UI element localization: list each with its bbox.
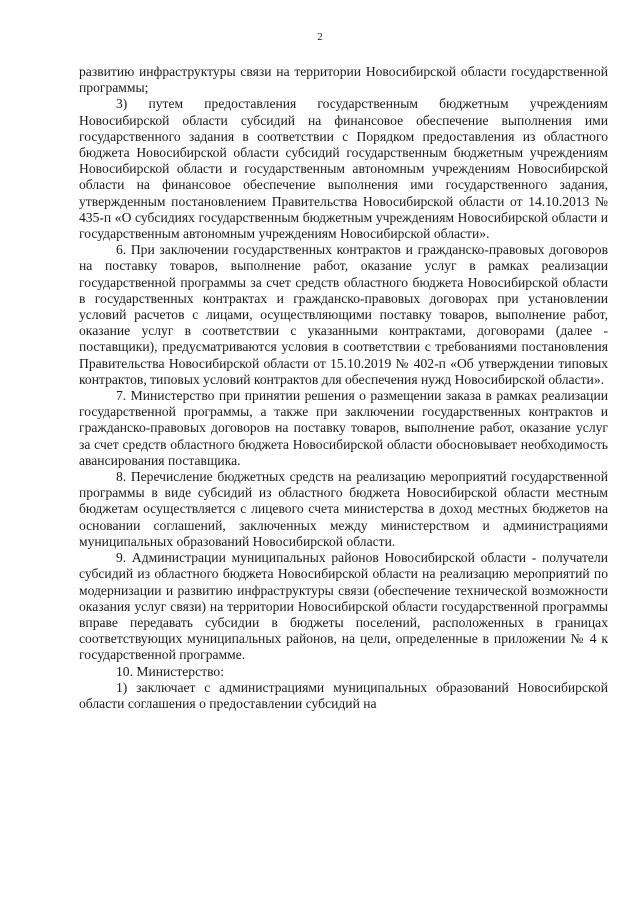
paragraph-section-10-item-1: 1) заключает с администрациями муниципальных образований Новосибирской области соглашения о предоставлении субсидий на — [79, 679, 608, 711]
paragraph-section-8: 8. Перечисление бюджетных средств на реализацию мероприятий государственной программы в виде субсидий из областного бюджета Новосибирской области местным бюджетам осуществляется с лицевого счета министерства в доход местных бюджетов на основании соглашений, заключенных между министерством и администрациями муниципальных образований Новосибирской области. — [79, 469, 608, 549]
paragraph-section-9: 9. Администрации муниципальных районов Новосибирской области - получатели субсидий из областного бюджета Новосибирской области на реализацию мероприятий по модернизации и развитию инфраструктуры связи (обеспечение технической возможности оказания услуг связи) на территории Новосибирской области государственной программы вправе передавать субсидии в бюджеты поселений, расположенных в границах соответствующих муниципальных районов, на цели, определенные в приложении № 4 к государственной программе. — [79, 550, 608, 663]
paragraph-item-3: 3) путем предоставления государственным бюджетным учреждениям Новосибирской области субсидий на финансовое обеспечение выполнения ими государственного задания в соответствии с Порядком предоставления из областного бюджета Новосибирской области субсидий государственным бюджетным учреждениям Новосибирской области и государственным автономным учреждениям Новосибирской области на финансовое обеспечение выполнения ими государственного задания, утвержденным постановлением Правительства Новосибирской области от 14.10.2013 № 435-п «О субсидиях государственным бюджетным учреждениям Новосибирской области и государственным автономным учреждениям Новосибирской области». — [79, 96, 608, 242]
paragraph-section-10: 10. Министерство: — [116, 663, 224, 679]
page-number: 2 — [317, 31, 323, 43]
paragraph-continuation: развитию инфраструктуры связи на территории Новосибирской области государственной программы; — [79, 64, 608, 96]
paragraph-section-7: 7. Министерство при принятии решения о размещении заказа в рамках реализации государственной программы, а также при заключении государственных контрактов и гражданско-правовых договоров на поставку товаров, выполнение работ, оказание услуг за счет средств областного бюджета Новосибирской области обосновывает необходимость авансирования поставщика. — [79, 388, 608, 468]
document-body — [79, 64, 608, 712]
paragraph-section-6: 6. При заключении государственных контрактов и гражданско-правовых договоров на поставку товаров, выполнение работ, оказание услуг в рамках реализации государственной программы за счет средств областного бюджета Новосибирской области в государственных контрактах и гражданско-правовых договорах при установлении условий расчетов с лицами, осуществляющими поставку товаров, выполнение работ, оказание услуг в соответствии с указанными контрактами, договорами (далее - поставщики), предусматриваются условия в соответствии с требованиями постановления Правительства Новосибирской области от 15.10.2019 № 402-п «Об утверждении типовых контрактов, типовых условий контрактов для обеспечения нужд Новосибирской области». — [79, 242, 608, 387]
